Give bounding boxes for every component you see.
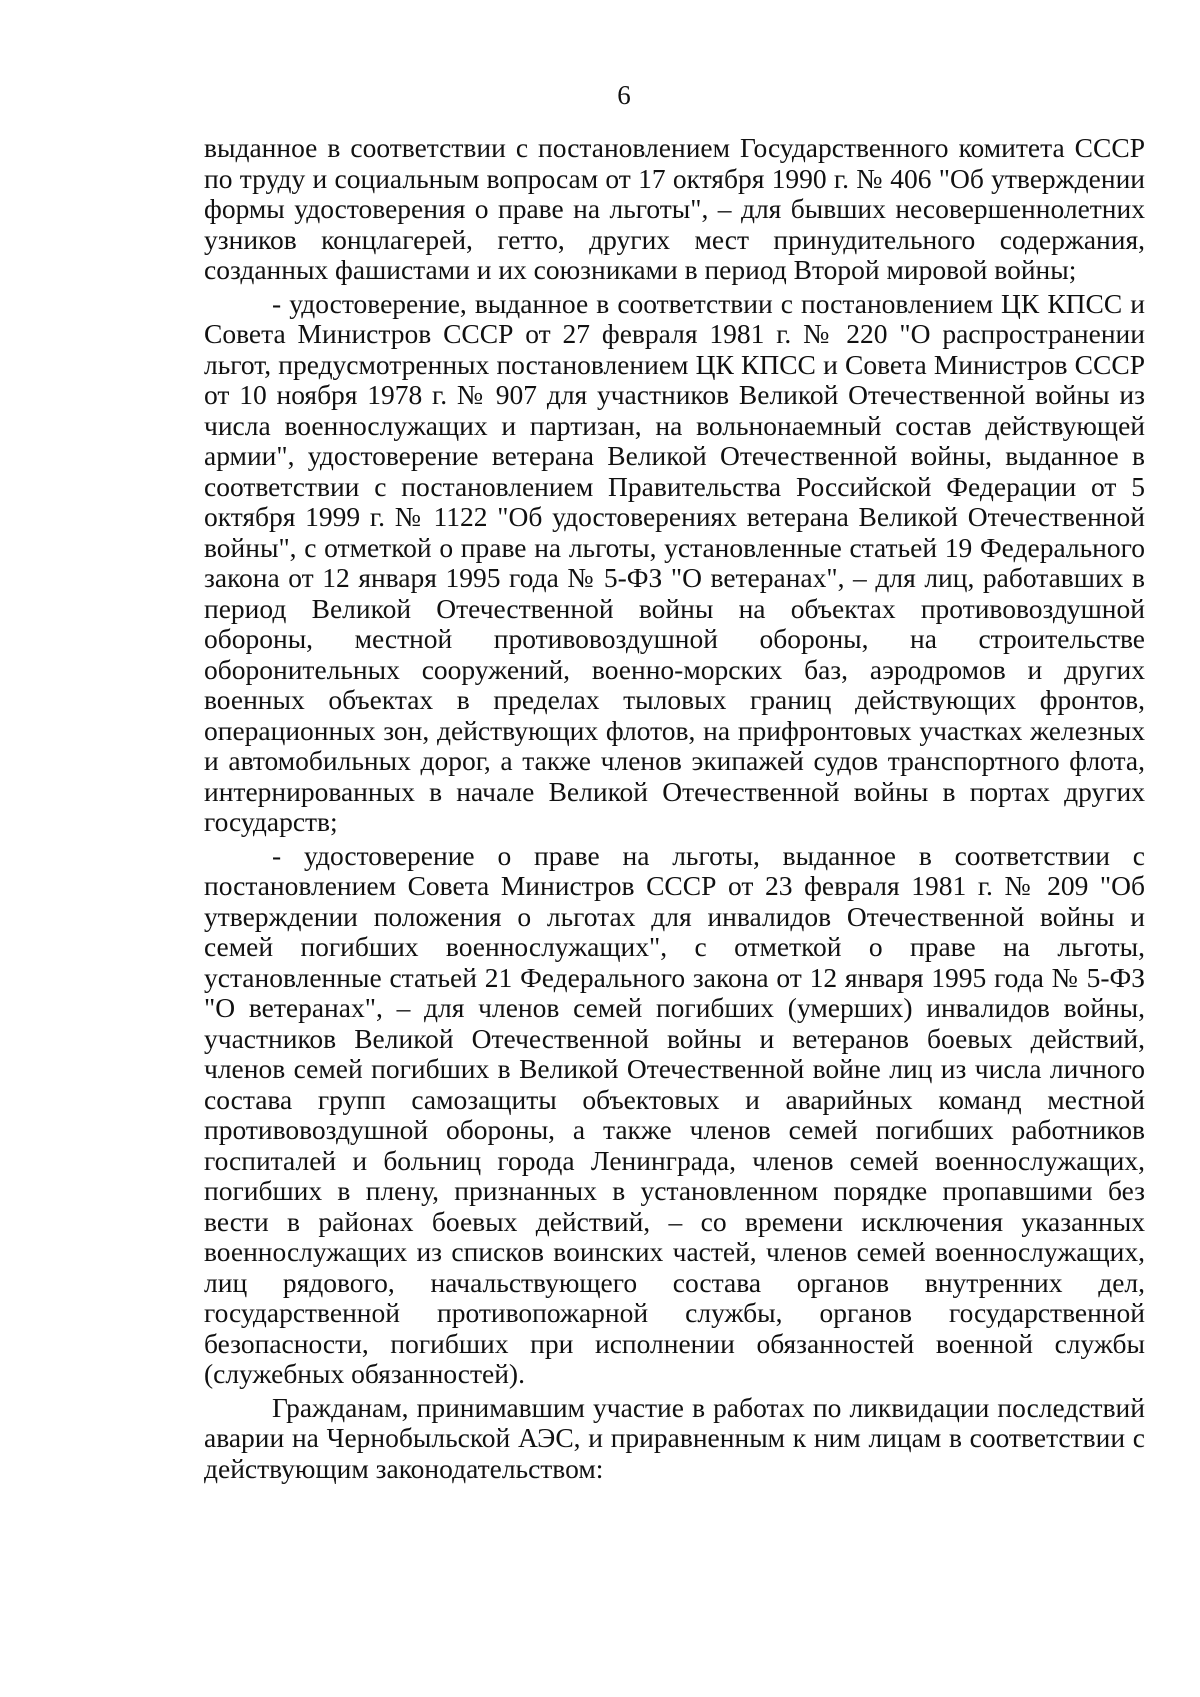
paragraph-list-item-certificate-1981-209: - удостоверение о праве на льготы, выданное в соответствии с постановлением Совета Министров СССР от 23 февраля 1981 г. № 209 "Об утверждении положения о льготах для инвалидов Отечественной войны и семей погибших военнослужащих", с отметкой о праве на льготы, установленные статьей 21 Федерального закона от 12 января 1995 года № 5-ФЗ "О ветеранах", – для членов семей погибших (умерших) инвалидов войны, участников Великой Отечественной войны и ветеранов боевых действий, членов семей погибших в Великой Отечественной войне лиц из числа личного состава групп самозащиты объектовых и аварийных команд местной противовоздушной обороны, а также членов семей погибших работников госпиталей и больниц города Ленинграда, членов семей военнослужащих, погибших в плену, признанных в установленном порядке пропавшими без вести в районах боевых действий, – со времени исключения указанных военнослужащих из списков воинских частей, членов семей военнослужащих, лиц рядового, начальствующего состава органов внутренних дел, государственной противопожарной службы, органов государственной безопасности, погибших при исполнении обязанностей военной службы (служебных обязанностей). <box>204 839 1145 1389</box>
page-number: 6 <box>617 80 631 110</box>
paragraph-chernobyl-intro: Гражданам, принимавшим участие в работах по ликвидации последствий аварии на Чернобыльской АЭС, и приравненным к ним лицам в соответствии с действующим законодательством: <box>204 1391 1145 1484</box>
paragraph-list-item-certificate-1981-220: - удостоверение, выданное в соответствии с постановлением ЦК КПСС и Совета Министров СССР от 27 февраля 1981 г. № 220 "О распространении льгот, предусмотренных постановлением ЦК КПСС и Совета Министров СССР от 10 ноября 1978 г. № 907 для участников Великой Отечественной войны из числа военнослужащих и партизан, на вольнонаемный состав действующей армии", удостоверение ветерана Великой Отечественной войны, выданное в соответствии с постановлением Правительства Российской Федерации от 5 октября 1999 г. № 1122 "Об удостоверениях ветерана Великой Отечественной войны", с отметкой о праве на льготы, установленные статьей 19 Федерального закона от 12 января 1995 года № 5-ФЗ "О ветеранах", – для лиц, работавших в период Великой Отечественной войны на объектах противовоздушной обороны, местной противовоздушной обороны, на строительстве оборонительных сооружений, военно-морских баз, аэродромов и других военных объектах в пределах тыловых границ действующих фронтов, операционных зон, действующих флотов, на прифронтовых участках железных и автомобильных дорог, а также членов экипажей судов транспортного флота, интернированных в начале Великой Отечественной войны в портах других государств; <box>204 287 1145 837</box>
document-body <box>204 133 1145 1487</box>
paragraph-continuation: выданное в соответствии с постановлением Государственного комитета СССР по труду и социальным вопросам от 17 октября 1990 г. № 406 "Об утверждении формы удостоверения о праве на льготы", – для бывших несовершеннолетних узников концлагерей, гетто, других мест принудительного содержания, созданных фашистами и их союзниками в период Второй мировой войны; <box>204 132 1145 285</box>
